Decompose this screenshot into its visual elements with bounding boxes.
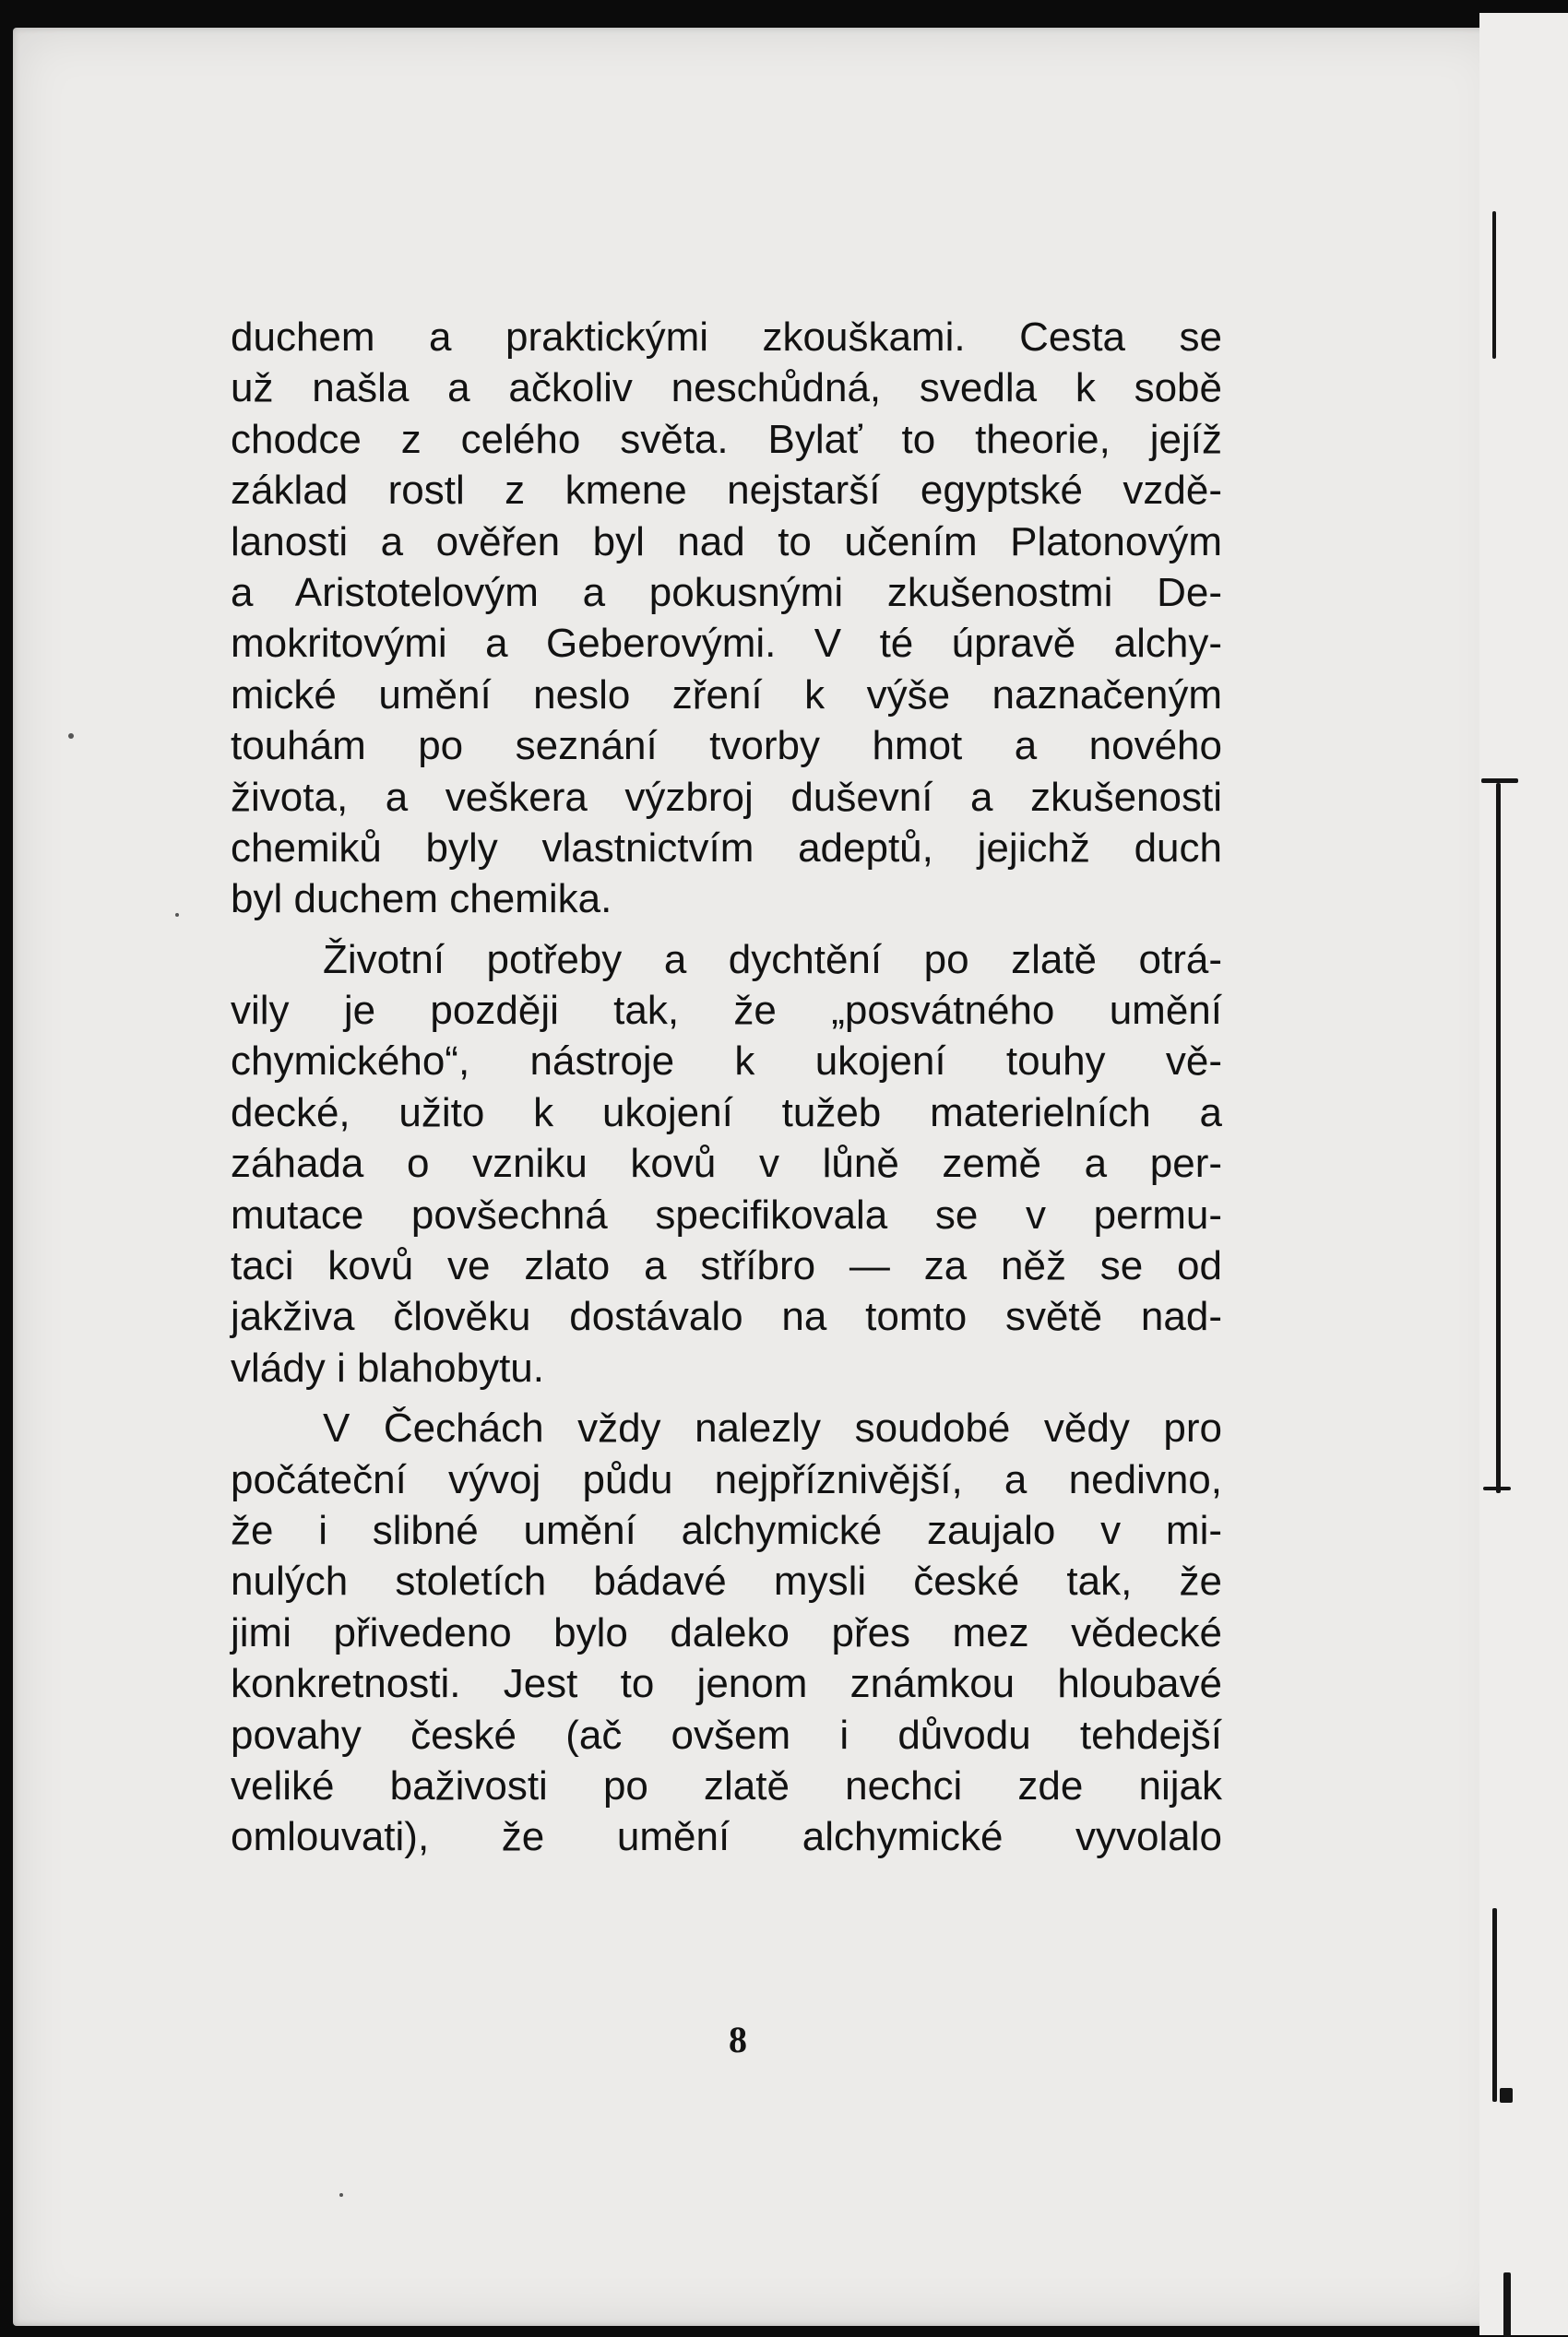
text-line: nulých stoletích bádavé mysli české tak, že: [231, 1559, 1222, 1605]
text-line: záhada o vzniku kovů v lůně země a per-: [231, 1141, 1222, 1187]
text-line: touhám po seznání tvorby hmot a nového: [231, 723, 1222, 769]
paper-speck: [339, 2193, 343, 2197]
text-line: chymického“, nástroje k ukojení touhy vě-: [231, 1038, 1222, 1085]
text-line: decké, užito k ukojení tužeb materielních a: [231, 1089, 1222, 1135]
edge-mark: [1503, 2272, 1511, 2337]
edge-mark: [1496, 783, 1501, 1493]
text-line: V Čechách vždy nalezly soudobé vědy pro: [323, 1406, 1222, 1452]
text-line: mické umění neslo zření k výše naznačeným: [231, 671, 1222, 718]
text-line: a Aristotelovým a pokusnými zkušenostmi De-: [231, 569, 1222, 615]
text-line: lanosti a ověřen byl nad to učením Platonovým: [231, 518, 1222, 564]
text-line: byl duchem chemika.: [231, 876, 612, 922]
edge-mark: [1492, 1908, 1497, 2102]
text-line: chodce z celého světa. Bylať to theorie, jejíž: [231, 416, 1222, 462]
text-line: duchem a praktickými zkouškami. Cesta se: [231, 314, 1222, 360]
text-line: počáteční vývoj půdu nejpříznivější, a nedivno,: [231, 1456, 1222, 1502]
text-line: taci kovů ve zlato a stříbro — za něž se od: [231, 1243, 1222, 1289]
text-line: chemiků byly vlastnictvím adeptů, jejichž duch: [231, 824, 1222, 871]
edge-mark: [1500, 2088, 1513, 2103]
edge-mark: [1483, 1487, 1511, 1490]
edge-mark: [1492, 211, 1496, 359]
paragraph-3: [231, 1403, 1222, 1863]
text-line: jakživa člověku dostávalo na tomto světě nad-: [231, 1294, 1222, 1340]
paragraph-1: [231, 312, 1222, 925]
text-line: Životní potřeby a dychtění po zlatě otrá-: [323, 936, 1222, 982]
text-line: života, a veškera výzbroj duševní a zkušenosti: [231, 774, 1222, 820]
text-line: mokritovými a Geberovými. V té úpravě alchy-: [231, 621, 1222, 667]
paper-speck: [68, 733, 74, 739]
text-line: vily je později tak, že „posvátného umění: [231, 988, 1222, 1034]
text-line: už našla a ačkoliv neschůdná, svedla k sobě: [231, 365, 1222, 411]
body-text: [231, 312, 1222, 1872]
edge-mark: [1481, 778, 1518, 783]
page-number: 8: [729, 2019, 747, 2060]
text-line: základ rostl z kmene nejstarší egyptské vzdě-: [231, 468, 1222, 514]
text-line: povahy české (ač ovšem i důvodu tehdejší: [231, 1712, 1222, 1758]
text-line: vlády i blahobytu.: [231, 1345, 544, 1391]
text-line: mutace povšechná specifikovala se v permu-: [231, 1192, 1222, 1238]
text-line: veliké baživosti po zlatě nechci zde nijak: [231, 1762, 1222, 1809]
paragraph-2: [231, 934, 1222, 1394]
page-right-edge: [1479, 13, 1568, 2335]
text-line: jimi přivedeno bylo daleko přes mez vědecké: [231, 1609, 1222, 1655]
text-line: konkretnosti. Jest to jenom známkou hloubavé: [231, 1661, 1222, 1707]
text-line: že i slibné umění alchymické zaujalo v mi-: [231, 1507, 1222, 1553]
text-line: omlouvati), že umění alchymické vyvolalo: [231, 1814, 1222, 1860]
paper-speck: [175, 913, 179, 917]
